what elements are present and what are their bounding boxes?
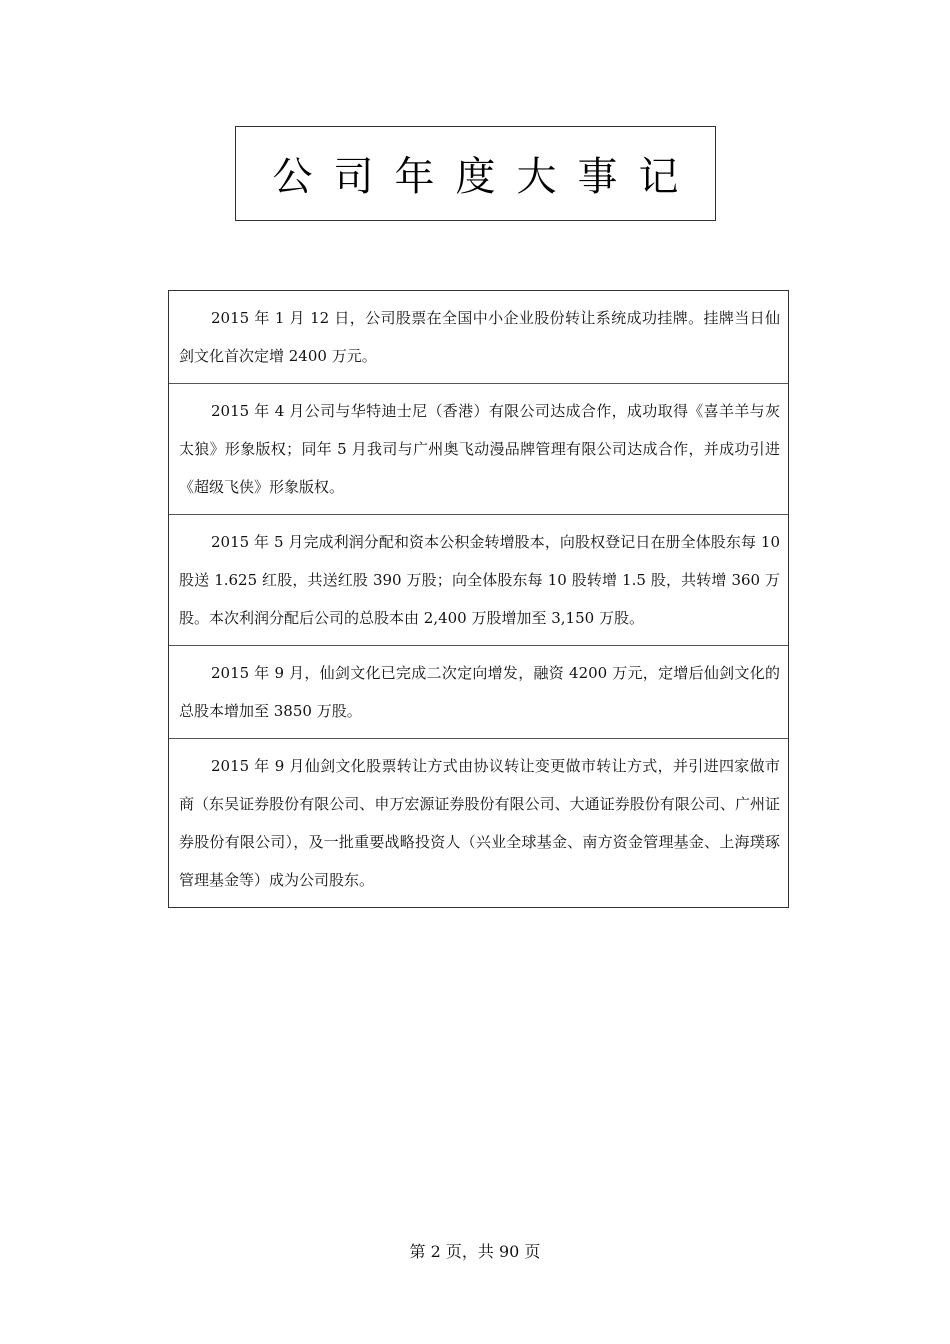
event-row: [169, 514, 788, 645]
event-text: 2015 年 4 月公司与华特迪士尼（香港）有限公司达成合作，成功取得《喜羊羊与灰太狼》形象版权；同年 5 月我司与广州奥飞动漫品牌管理有限公司达成合作，并成功引进《超级飞侠》形象版权。: [179, 402, 780, 496]
title-box: [235, 126, 716, 221]
event-row: [169, 383, 788, 514]
event-text: 2015 年 1 月 12 日，公司股票在全国中小企业股份转让系统成功挂牌。挂牌当日仙剑文化首次定增 2400 万元。: [179, 309, 780, 365]
event-row: [169, 645, 788, 738]
event-text: 2015 年 9 月仙剑文化股票转让方式由协议转让变更做市转让方式，并引进四家做市商（东吴证券股份有限公司、申万宏源证券股份有限公司、大通证券股份有限公司、广州证券股份有限公司），及一批重要战略投资人（兴业全球基金、南方资金管理基金、上海璞琢管理基金等）成为公司股东。: [179, 757, 780, 889]
event-row: [169, 291, 788, 383]
event-text: 2015 年 5 月完成利润分配和资本公积金转增股本，向股权登记日在册全体股东每 10 股送 1.625 红股，共送红股 390 万股；向全体股东每 10 股转增 1.5 股，共转增 360 万股。本次利润分配后公司的总股本由 2,400 万股增加至 3,150 万股。: [179, 533, 780, 627]
page-title: 公司年度大事记: [272, 154, 700, 200]
event-text: 2015 年 9 月，仙剑文化已完成二次定向增发，融资 4200 万元，定增后仙剑文化的总股本增加至 3850 万股。: [179, 664, 780, 720]
event-row: [169, 738, 788, 907]
events-table: [168, 290, 789, 908]
page-number: 第 2 页，共 90 页: [409, 1242, 541, 1261]
